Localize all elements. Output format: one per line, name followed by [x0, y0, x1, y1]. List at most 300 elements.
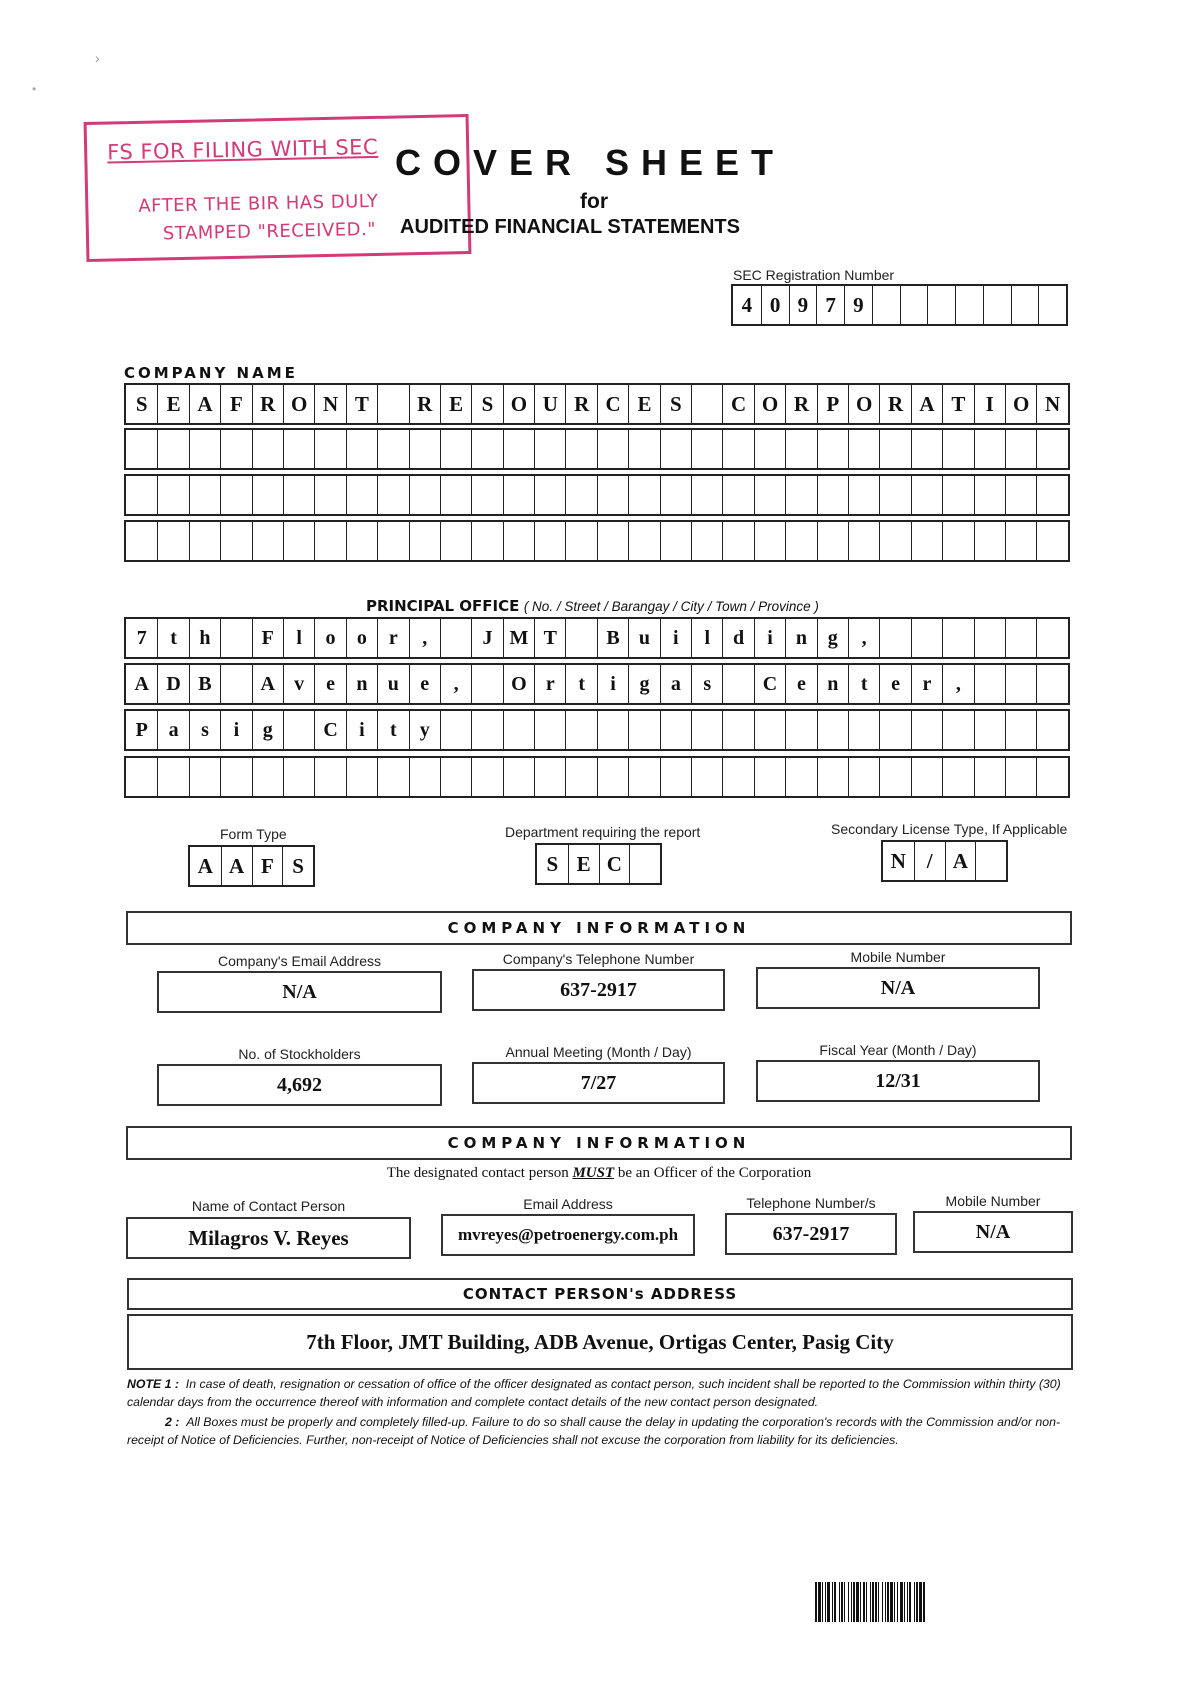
secondary-license-cell: / [914, 842, 945, 880]
principal-office-cell [189, 758, 220, 796]
fiscal-year-label: Fiscal Year (Month / Day) [819, 1042, 977, 1058]
principal-office-cell [911, 758, 942, 796]
company-mobile-label: Mobile Number [850, 949, 946, 965]
company-email-label: Company's Email Address [218, 953, 381, 969]
stamp-line-2: AFTER THE BIR HAS DULY [138, 190, 379, 217]
company-name-cell: T [942, 385, 973, 423]
company-name-cell [409, 476, 440, 514]
company-name-cell [1005, 522, 1036, 560]
company-name-cell [377, 476, 408, 514]
principal-office-cell [440, 758, 471, 796]
company-name-cell [942, 430, 973, 468]
principal-office-cell: a [157, 711, 188, 749]
company-name-cell [817, 522, 848, 560]
sec-registration-cell [900, 286, 928, 324]
company-name-cell: F [220, 385, 251, 423]
company-name-cell: N [1036, 385, 1067, 423]
company-name-cell: A [911, 385, 942, 423]
company-name-cell: R [785, 385, 816, 423]
principal-office-cell [440, 619, 471, 657]
principal-office-cell [817, 758, 848, 796]
principal-office-cell [691, 758, 722, 796]
company-name-cell [471, 476, 502, 514]
company-name-cell [974, 476, 1005, 514]
principal-office-cell [220, 758, 251, 796]
company-name-cell [503, 430, 534, 468]
filing-stamp [84, 114, 472, 262]
principal-office-cell [377, 758, 408, 796]
company-name-cell [220, 522, 251, 560]
company-name-cell: T [346, 385, 377, 423]
principal-office-cell [534, 711, 565, 749]
principal-office-cell: D [157, 665, 188, 703]
principal-office-cell [283, 758, 314, 796]
company-name-cell [565, 476, 596, 514]
sec-registration-label: SEC Registration Number [733, 267, 895, 283]
company-telephone-label: Company's Telephone Number [502, 951, 695, 967]
department-cell: C [599, 845, 630, 883]
company-name-cell [283, 430, 314, 468]
principal-office-cell: F [252, 619, 283, 657]
company-name-cell [911, 430, 942, 468]
company-name-cell [126, 476, 157, 514]
sec-registration-cell: 7 [816, 286, 844, 324]
principal-office-cell: C [754, 665, 785, 703]
company-name-cell [283, 522, 314, 560]
principal-office-cell: l [691, 619, 722, 657]
barcode [815, 1582, 1075, 1622]
principal-office-cell [503, 758, 534, 796]
barcode-bar [925, 1582, 926, 1622]
principal-office-cell [691, 711, 722, 749]
company-name-cell: A [189, 385, 220, 423]
principal-office-cell [1005, 619, 1036, 657]
principal-office-cell: o [346, 619, 377, 657]
principal-office-cell: h [189, 619, 220, 657]
form-type-grid [188, 845, 315, 887]
company-name-cell [942, 522, 973, 560]
principal-office-cell [942, 711, 973, 749]
sec-registration-cell [1038, 286, 1066, 324]
principal-office-cell: i [346, 711, 377, 749]
company-name-cell [1005, 476, 1036, 514]
principal-office-cell: e [314, 665, 345, 703]
principal-office-cell [974, 665, 1005, 703]
company-name-cell [471, 522, 502, 560]
company-name-cell [534, 476, 565, 514]
principal-office-cell [220, 619, 251, 657]
principal-office-cell [628, 758, 659, 796]
company-name-cell [189, 476, 220, 514]
contact-note-must: MUST [572, 1165, 615, 1181]
note-1 [127, 1375, 1075, 1411]
principal-office-label: PRINCIPAL OFFICE [366, 597, 520, 615]
principal-office-cell: i [220, 711, 251, 749]
company-name-cell [722, 430, 753, 468]
principal-office-cell [785, 711, 816, 749]
sec-registration-cell [955, 286, 983, 324]
company-name-cell: C [722, 385, 753, 423]
company-name-cell [848, 522, 879, 560]
principal-office-row [124, 709, 1070, 751]
company-name-cell: E [157, 385, 188, 423]
company-name-cell [1036, 476, 1067, 514]
company-name-cell [691, 476, 722, 514]
note-2-label: 2 : [165, 1415, 180, 1429]
company-name-cell [565, 522, 596, 560]
company-name-row [124, 520, 1070, 562]
principal-office-cell [942, 758, 973, 796]
principal-office-cell [314, 758, 345, 796]
principal-office-cell [817, 711, 848, 749]
sec-registration-cell: 9 [844, 286, 872, 324]
company-name-cell [471, 430, 502, 468]
principal-office-cell: i [597, 665, 628, 703]
company-name-cell [848, 430, 879, 468]
company-name-cell [314, 476, 345, 514]
principal-office-cell: B [189, 665, 220, 703]
company-name-cell [722, 476, 753, 514]
contact-name-label: Name of Contact Person [191, 1198, 346, 1214]
contact-email-field: mvreyes@petroenergy.com.ph [441, 1214, 695, 1256]
company-name-cell [628, 476, 659, 514]
note-1-label: NOTE 1 : [127, 1377, 179, 1391]
department-cell: E [568, 845, 599, 883]
annual-meeting-field: 7/27 [472, 1062, 725, 1104]
principal-office-cell [1036, 711, 1067, 749]
principal-office-cell: n [817, 665, 848, 703]
secondary-license-label: Secondary License Type, If Applicable [831, 821, 1068, 837]
company-name-cell [691, 430, 722, 468]
company-name-cell [974, 522, 1005, 560]
principal-office-cell: r [377, 619, 408, 657]
principal-office-cell [471, 758, 502, 796]
principal-office-cell [848, 758, 879, 796]
secondary-license-grid [881, 840, 1008, 882]
principal-office-cell: 7 [136, 626, 147, 649]
principal-office-cell [879, 711, 910, 749]
company-name-cell [974, 430, 1005, 468]
company-name-label: COMPANY NAME [124, 364, 298, 382]
principal-office-cell [534, 758, 565, 796]
principal-office-cell: , [409, 619, 440, 657]
company-name-cell [377, 430, 408, 468]
sec-registration-cell [872, 286, 900, 324]
form-type-cell: A [197, 853, 213, 878]
principal-office-cell [597, 758, 628, 796]
contact-note-after: be an Officer of the Corporation [614, 1165, 812, 1181]
company-name-cell [1005, 430, 1036, 468]
principal-office-cell [252, 758, 283, 796]
principal-office-cell [1005, 758, 1036, 796]
principal-office-cell: , [848, 619, 879, 657]
company-name-cell [346, 522, 377, 560]
company-name-cell [848, 476, 879, 514]
company-name-cell [1036, 522, 1067, 560]
company-name-cell [314, 522, 345, 560]
contact-telephone-label: Telephone Number/s [746, 1195, 876, 1211]
principal-office-cell [911, 711, 942, 749]
company-name-cell [220, 476, 251, 514]
company-name-cell [754, 522, 785, 560]
company-name-cell [314, 430, 345, 468]
contact-telephone-field: 637-2917 [725, 1213, 897, 1255]
company-name-cell [157, 430, 188, 468]
company-name-cell: R [252, 385, 283, 423]
department-cell [629, 845, 660, 883]
principal-office-cell [722, 758, 753, 796]
principal-office-cell: u [377, 665, 408, 703]
principal-office-cell [1036, 619, 1067, 657]
principal-office-cell: , [942, 665, 973, 703]
company-name-cell: S [135, 391, 148, 416]
principal-office-cell [848, 711, 879, 749]
principal-office-cell [754, 711, 785, 749]
principal-office-cell [660, 711, 691, 749]
principal-office-cell: g [817, 619, 848, 657]
principal-office-cell: y [409, 711, 440, 749]
form-type-cell: A [221, 847, 252, 885]
secondary-license-cell [975, 842, 1006, 880]
company-name-cell: E [440, 385, 471, 423]
company-name-cell [440, 476, 471, 514]
company-name-cell [252, 476, 283, 514]
stamp-line-3: STAMPED "RECEIVED." [162, 218, 377, 245]
principal-office-cell [722, 665, 753, 703]
company-name-cell [691, 522, 722, 560]
company-name-cell [252, 430, 283, 468]
company-name-cell [409, 522, 440, 560]
contact-address-field: 7th Floor, JMT Building, ADB Avenue, Ortigas Center, Pasig City [127, 1314, 1073, 1370]
company-name-cell [942, 476, 973, 514]
page-title: COVER SHEET [395, 142, 786, 183]
principal-office-cell: i [660, 619, 691, 657]
sec-registration-cell [983, 286, 1011, 324]
contact-mobile-field: N/A [913, 1211, 1073, 1253]
company-name-cell [660, 476, 691, 514]
contact-information-title: COMPANY INFORMATION [447, 1134, 751, 1152]
company-name-cell [534, 522, 565, 560]
note-1-text: In case of death, resignation or cessation of office of the officer designated as contact person, such incident shall be reported to the Commission within thirty (30) calendar days from the occurrence thereof with information and complete contact details of the new contact person designated. [127, 1377, 1061, 1409]
principal-office-cell: o [314, 619, 345, 657]
company-information-banner [126, 911, 1072, 945]
principal-office-cell [1036, 665, 1067, 703]
principal-office-cell [1036, 758, 1067, 796]
principal-office-sublabel: ( No. / Street / Barangay / City / Town / Province ) [523, 599, 819, 614]
principal-office-row [124, 663, 1070, 705]
company-name-cell [754, 476, 785, 514]
company-name-cell [157, 476, 188, 514]
company-name-cell: O [754, 385, 785, 423]
department-cell: S [546, 851, 559, 876]
principal-office-cell [565, 758, 596, 796]
principal-office-cell: , [440, 665, 471, 703]
company-name-cell [879, 430, 910, 468]
principal-office-cell [409, 758, 440, 796]
sec-registration-cell: 9 [789, 286, 817, 324]
contact-address-banner [127, 1278, 1073, 1310]
principal-office-cell [503, 711, 534, 749]
company-name-cell: S [471, 385, 502, 423]
company-name-cell [879, 522, 910, 560]
company-name-cell [597, 522, 628, 560]
department-grid [535, 843, 662, 885]
company-name-cell [409, 430, 440, 468]
company-name-cell: O [1005, 385, 1036, 423]
company-name-cell [911, 476, 942, 514]
principal-office-cell: n [346, 665, 377, 703]
principal-office-cell: v [283, 665, 314, 703]
principal-office-cell [597, 711, 628, 749]
company-name-cell [534, 430, 565, 468]
note-2-text: All Boxes must be properly and completely filled-up. Failure to do so shall cause the delay in updating the corporation's records with the Commission and/or non-receipt of Notice of Deficiencies. Further, non-receipt of Notice of Deficiencies shall not excuse the corporation from liability for its deficiencies. [127, 1415, 1061, 1447]
company-name-cell [440, 522, 471, 560]
principal-office-cell [879, 619, 910, 657]
principal-office-cell: r [911, 665, 942, 703]
company-name-cell: I [974, 385, 1005, 423]
company-name-cell: C [597, 385, 628, 423]
principal-office-cell: s [691, 665, 722, 703]
company-name-cell [660, 522, 691, 560]
company-name-cell [754, 430, 785, 468]
principal-office-cell: s [189, 711, 220, 749]
contact-officer-note [126, 1165, 1072, 1182]
company-name-cell [785, 430, 816, 468]
secondary-license-cell: N [890, 848, 906, 873]
principal-office-cell [974, 619, 1005, 657]
company-name-row [124, 474, 1070, 516]
company-name-cell: N [314, 385, 345, 423]
page-subtitle: AUDITED FINANCIAL STATEMENTS [400, 216, 740, 238]
company-name-cell [660, 430, 691, 468]
principal-office-cell: g [252, 711, 283, 749]
company-name-cell [503, 476, 534, 514]
secondary-license-cell: A [945, 842, 976, 880]
principal-office-cell [565, 619, 596, 657]
principal-office-cell: t [848, 665, 879, 703]
company-name-cell [597, 430, 628, 468]
principal-office-cell: t [157, 619, 188, 657]
principal-office-cell: u [628, 619, 659, 657]
sec-registration-cell [1011, 286, 1039, 324]
company-name-cell [189, 522, 220, 560]
sec-registration-grid [731, 284, 1068, 326]
company-name-cell [189, 430, 220, 468]
company-name-cell: E [628, 385, 659, 423]
contact-address-title: CONTACT PERSON's ADDRESS [462, 1285, 738, 1303]
form-type-label: Form Type [220, 826, 287, 842]
principal-office-cell: e [409, 665, 440, 703]
company-name-cell: R [409, 385, 440, 423]
principal-office-heading [366, 597, 819, 616]
principal-office-cell [879, 758, 910, 796]
company-name-cell [252, 522, 283, 560]
principal-office-row [124, 756, 1070, 798]
principal-office-cell [974, 758, 1005, 796]
company-name-cell [346, 430, 377, 468]
company-name-cell [377, 522, 408, 560]
principal-office-cell: A [134, 672, 149, 695]
principal-office-cell: d [722, 619, 753, 657]
company-name-cell [722, 522, 753, 560]
company-name-cell [785, 522, 816, 560]
principal-office-cell [911, 619, 942, 657]
company-email-field: N/A [157, 971, 442, 1013]
company-name-cell: R [565, 385, 596, 423]
company-name-row [124, 428, 1070, 470]
principal-office-cell: l [283, 619, 314, 657]
principal-office-cell [974, 711, 1005, 749]
company-name-cell [879, 476, 910, 514]
company-name-cell [283, 476, 314, 514]
principal-office-cell [471, 665, 502, 703]
company-name-cell: S [660, 385, 691, 423]
principal-office-cell: C [314, 711, 345, 749]
stamp-line-1: FS FOR FILING WITH SEC [106, 134, 379, 165]
company-name-cell: R [879, 385, 910, 423]
company-name-cell [785, 476, 816, 514]
principal-office-cell: t [565, 665, 596, 703]
company-mobile-field: N/A [756, 967, 1040, 1009]
sec-registration-cell [927, 286, 955, 324]
contact-mobile-label: Mobile Number [945, 1193, 1041, 1209]
company-name-cell [126, 430, 157, 468]
principal-office-cell: r [534, 665, 565, 703]
principal-office-cell: n [785, 619, 816, 657]
principal-office-cell [157, 758, 188, 796]
principal-office-cell [283, 711, 314, 749]
principal-office-cell [1005, 665, 1036, 703]
principal-office-cell [346, 758, 377, 796]
principal-office-cell [660, 758, 691, 796]
company-information-title: COMPANY INFORMATION [447, 919, 751, 937]
company-name-cell [126, 522, 157, 560]
company-name-cell: O [503, 385, 534, 423]
company-name-cell: O [848, 385, 879, 423]
contact-information-banner [126, 1126, 1072, 1160]
principal-office-row [124, 617, 1070, 659]
principal-office-cell: J [471, 619, 502, 657]
contact-name-field: Milagros V. Reyes [126, 1217, 411, 1259]
form-type-cell: F [252, 847, 283, 885]
company-name-cell [1036, 430, 1067, 468]
principal-office-cell: t [377, 711, 408, 749]
principal-office-cell: O [503, 665, 534, 703]
company-name-cell [377, 385, 408, 423]
principal-office-cell [628, 711, 659, 749]
company-name-cell [597, 476, 628, 514]
company-name-cell: U [534, 385, 565, 423]
principal-office-cell: T [534, 619, 565, 657]
sec-registration-cell: 0 [761, 286, 789, 324]
principal-office-cell [440, 711, 471, 749]
principal-office-cell: B [597, 619, 628, 657]
company-name-cell [817, 476, 848, 514]
note-2 [127, 1413, 1075, 1449]
company-name-cell [440, 430, 471, 468]
company-name-cell: P [817, 385, 848, 423]
company-name-cell [911, 522, 942, 560]
principal-office-cell: e [879, 665, 910, 703]
principal-office-cell [754, 758, 785, 796]
company-name-cell [157, 522, 188, 560]
principal-office-cell [785, 758, 816, 796]
stockholders-field: 4,692 [157, 1064, 442, 1106]
principal-office-cell: g [628, 665, 659, 703]
company-name-cell [346, 476, 377, 514]
form-type-cell: S [282, 847, 313, 885]
company-name-cell [565, 430, 596, 468]
